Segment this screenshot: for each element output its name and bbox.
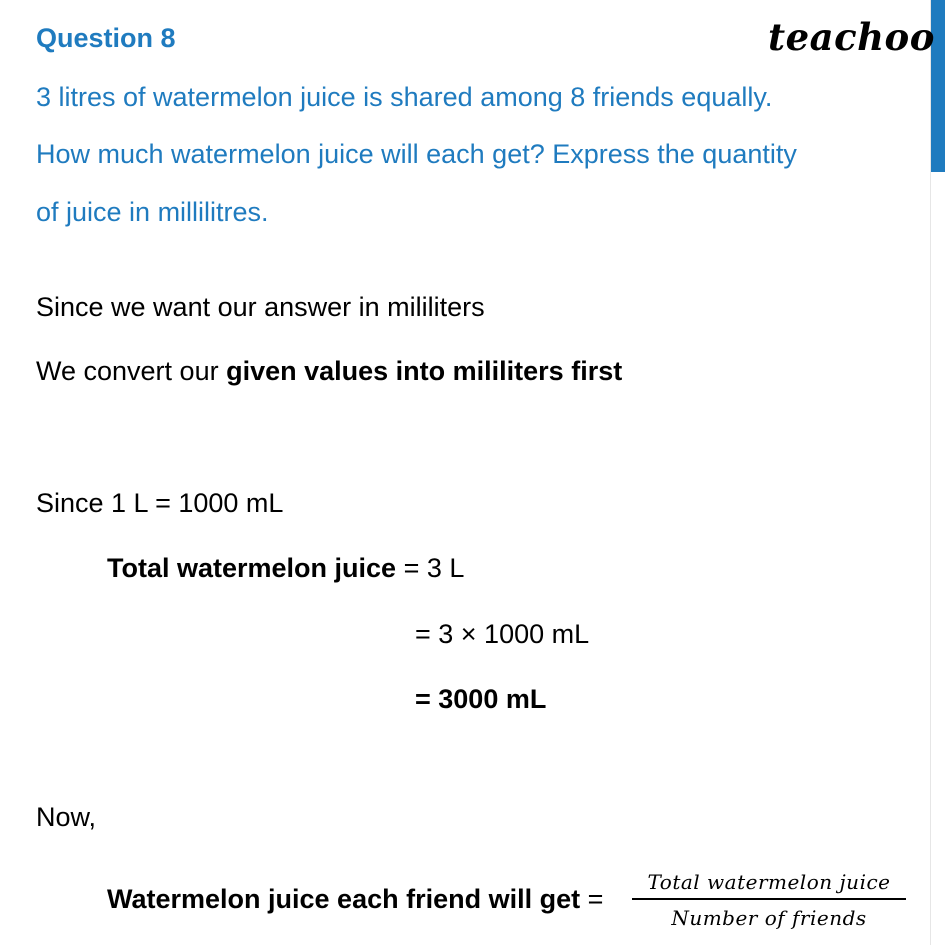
total-juice-line [107, 551, 464, 585]
total-juice-label: Total watermelon juice [107, 553, 397, 583]
fraction-denominator: Number of friends [671, 906, 867, 930]
solution-intro-line-2 [36, 354, 622, 388]
intro-plain-text: We convert our [36, 356, 227, 386]
question-title: Question 8 [36, 23, 176, 53]
total-juice-eq2: = 3 × 1000 mL [415, 619, 590, 649]
total-juice-eq1: = 3 L [396, 553, 465, 583]
conversion-line: Since 1 L = 1000 mL [36, 488, 284, 518]
question-line-3: of juice in millilitres. [36, 197, 269, 227]
teachoo-logo: teachoo [768, 15, 935, 59]
juice-fraction [632, 868, 906, 932]
fraction-bar [632, 898, 906, 900]
now-line: Now, [36, 802, 97, 832]
question-line-2: How much watermelon juice will each get? Express the quantity [36, 139, 797, 169]
each-friend-label: Watermelon juice each friend will get [107, 884, 581, 914]
intro-bold-text: given values into mililiters first [226, 356, 623, 386]
question-line-1: 3 litres of watermelon juice is shared among 8 friends equally. [36, 82, 773, 112]
total-juice-result: = 3000 mL [415, 684, 547, 714]
each-friend-line [107, 882, 603, 916]
each-friend-equals: = [580, 884, 604, 914]
solution-intro-line-1: Since we want our answer in mililiters [36, 292, 485, 322]
fraction-numerator: Total watermelon juice [647, 870, 891, 894]
